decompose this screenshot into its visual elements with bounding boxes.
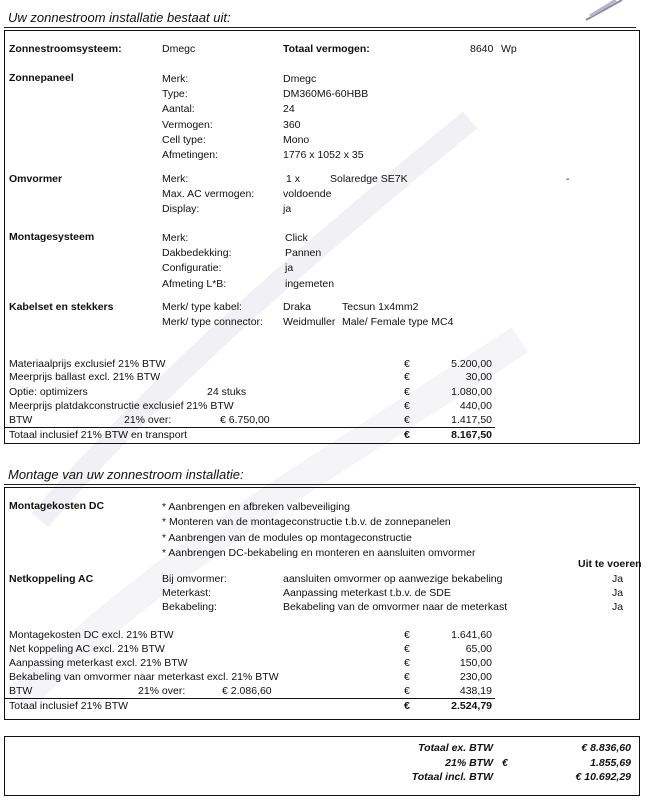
summary-incl-label: Totaal incl. BTW	[411, 771, 493, 783]
ac-key: Meterkast:	[162, 587, 212, 599]
montage-cost-currency: €	[404, 671, 410, 683]
montage-cost-amount: 1.641,60	[451, 629, 492, 641]
vat-amount: 1.417,50	[451, 414, 492, 426]
system-label: Zonnestroomsysteem:	[9, 43, 122, 55]
vat-currency: €	[404, 414, 410, 426]
montage-vat-amount: 438,19	[459, 685, 492, 697]
montage-cost-label: Montagekosten DC excl. 21% BTW	[9, 629, 174, 641]
inverter-brand-key: Merk:	[162, 173, 189, 185]
montage-cost-currency: €	[404, 657, 410, 669]
cable-type: Tecsun 1x4mm2	[342, 301, 419, 313]
panel-keys	[162, 72, 218, 163]
panel-key: Merk:	[162, 73, 189, 85]
total-rule	[5, 427, 495, 428]
panel-value: 360	[283, 118, 301, 131]
panel-key: Type:	[162, 88, 188, 101]
cost-amount: 440,00	[459, 400, 492, 412]
montage-cost-label: Bekabeling van omvormer naar meterkast excl. 21% BTW	[9, 671, 279, 683]
panel-value: 1776 x 1052 x 35	[283, 149, 364, 162]
montage-cost-label: Net koppeling AC excl. 21% BTW	[9, 643, 165, 655]
montage-total-amount: 2.524,79	[451, 700, 492, 712]
panel-key: Aantal:	[162, 103, 195, 116]
cost-amount: 30,00	[465, 371, 492, 383]
cost-label: Optie: optimizers	[9, 386, 88, 398]
montage-vat-label: BTW	[9, 685, 33, 697]
cost-label: Meerprijs platdakconstructie exclusief 21% BTW	[9, 400, 234, 412]
dc-item: * Monteren van de montageconstructie t.b.v. de zonnepanelen	[162, 516, 451, 529]
cost-mid: 24 stuks	[207, 386, 247, 398]
ac-value: Aanpassing meterkast t.b.v. de SDE	[283, 587, 451, 599]
cost-currency: €	[404, 358, 410, 370]
cost-currency: €	[404, 400, 410, 412]
mounting-value: Pannen	[285, 247, 322, 260]
title-rule	[4, 484, 636, 485]
ac-todo: Ja	[612, 573, 624, 585]
dc-item: * Aanbrengen en afbreken valbeveiliging	[162, 501, 350, 513]
vat-base: € 6.750,00	[220, 414, 270, 426]
panel-key: Cell type:	[162, 133, 206, 146]
cost-label: Meerprijs ballast excl. 21% BTW	[9, 371, 161, 383]
mounting-values	[285, 231, 334, 292]
panel-key: Vermogen:	[162, 118, 213, 131]
inverter-qty: 1 x	[286, 173, 301, 185]
cost-currency: €	[404, 386, 410, 398]
inverter-label: Omvormer	[9, 173, 63, 185]
panel-label: Zonnepaneel	[9, 72, 74, 84]
system-value: Dmegc	[162, 43, 196, 55]
mounting-value: ingemeten	[285, 277, 335, 290]
mounting-key: Afmeting L*B:	[162, 277, 227, 290]
ac-value: aansluiten omvormer op aanwezige bekabeling	[283, 573, 503, 585]
ac-todo: Ja	[612, 601, 624, 613]
cables-label: Kabelset en stekkers	[9, 301, 114, 313]
montage-total-currency: €	[404, 700, 410, 712]
mounting-value: Click	[285, 232, 308, 244]
montage-title: Montage van uw zonnestroom installatie:	[8, 467, 244, 482]
montage-cost-amount: 230,00	[459, 671, 492, 683]
ac-key: Bij omvormer:	[162, 573, 227, 585]
connector-key: Merk/ type connector:	[162, 316, 263, 328]
ac-value: Bekabeling van de omvormer naar de meterkast	[283, 601, 508, 613]
summary-vat-label: 21% BTW	[445, 757, 493, 769]
cost-label: Materiaalprijs exclusief 21% BTW	[9, 358, 166, 370]
mounting-label: Montagesysteem	[9, 231, 95, 243]
panel-value: Dmegc	[283, 73, 317, 85]
montage-total-label: Totaal inclusief 21% BTW	[9, 700, 129, 712]
mounting-value: ja	[285, 262, 294, 275]
title-rule	[4, 27, 636, 28]
panel-key: Afmetingen:	[162, 149, 219, 162]
summary-vat-amount: 1.855,69	[590, 757, 631, 769]
panel-value: Mono	[283, 133, 310, 146]
cost-currency: €	[404, 371, 410, 383]
total-label: Totaal inclusief 21% BTW en transport	[9, 429, 187, 441]
mounting-key: Merk:	[162, 232, 189, 244]
todo-header: Uit te voeren	[578, 558, 642, 570]
summary-ex-label: Totaal ex. BTW	[418, 742, 493, 754]
total-amount: 8.167,50	[451, 429, 492, 441]
montage-vat-currency: €	[404, 685, 410, 697]
mounting-key: Dakbedekking:	[162, 247, 232, 260]
dc-item: * Aanbrengen van de modules op montageconstructie	[162, 531, 412, 544]
cost-amount: 1.080,00	[451, 386, 492, 398]
montage-vat-base: € 2.086,60	[222, 685, 272, 697]
mounting-keys	[162, 231, 231, 292]
ac-label: Netkoppeling AC	[9, 573, 94, 585]
summary-ex-amount: € 8.836,60	[581, 742, 631, 754]
cable-key: Merk/ type kabel:	[162, 301, 242, 313]
panel-values	[283, 72, 368, 163]
connector-brand: Weidmuller	[283, 316, 336, 328]
montage-vat-pct: 21% over:	[138, 685, 186, 697]
dc-items	[162, 500, 475, 561]
dc-item: * Aanbrengen DC-bekabeling en monteren en aansluiten omvormer	[162, 546, 476, 559]
total-power-unit: Wp	[501, 43, 517, 55]
inverter-dash: -	[566, 173, 570, 185]
inverter-display-key: Display:	[162, 203, 200, 215]
inverter-ac-key: Max. AC vermogen:	[162, 188, 255, 200]
dc-label: Montagekosten DC	[9, 500, 105, 512]
inverter-ac-value: voldoende	[283, 188, 332, 200]
montage-cost-currency: €	[404, 643, 410, 655]
connector-type: Male/ Female type MC4	[342, 316, 454, 328]
total-power-value: 8640	[470, 43, 494, 55]
montage-cost-currency: €	[404, 629, 410, 641]
montage-total-rule	[5, 698, 495, 699]
vat-label: BTW	[9, 414, 33, 426]
montage-cost-amount: 150,00	[459, 657, 492, 669]
mounting-key: Configuratie:	[162, 262, 222, 275]
inverter-brand: Solaredge SE7K	[330, 173, 408, 185]
summary-incl-amount: € 10.692,29	[575, 771, 631, 783]
cost-amount: 5.200,00	[451, 358, 492, 370]
montage-cost-label: Aanpassing meterkast excl. 21% BTW	[9, 657, 188, 669]
panel-value: 24	[283, 103, 295, 116]
panel-value: DM360M6-60HBB	[283, 88, 369, 101]
summary-vat-currency: €	[502, 757, 508, 769]
vat-pct: 21% over:	[124, 414, 172, 426]
total-power-label: Totaal vermogen:	[283, 43, 370, 55]
ac-todo: Ja	[612, 587, 624, 599]
cable-brand: Draka	[283, 301, 312, 313]
inverter-display-value: ja	[283, 203, 292, 215]
montage-cost-amount: 65,00	[465, 643, 492, 655]
ac-key: Bekabeling:	[162, 601, 217, 613]
total-currency: €	[404, 429, 410, 441]
installation-title: Uw zonnestroom installatie bestaat uit:	[8, 10, 231, 25]
